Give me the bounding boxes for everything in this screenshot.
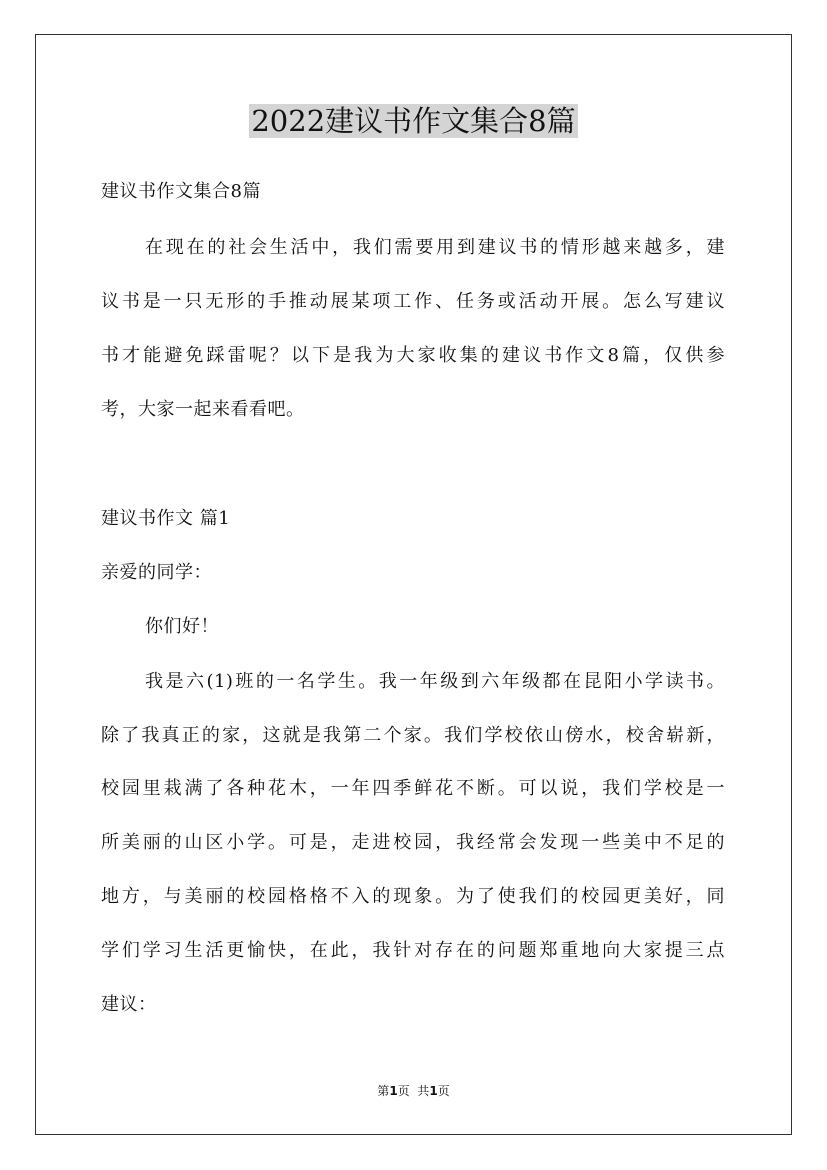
- body-line-2: 除了我真正的家，这就是我第二个家。我们学校依山傍水，校舍崭新，: [101, 725, 725, 746]
- document-title-text: 2022建议书作文集合8篇: [251, 104, 576, 138]
- body-line-5: 地方，与美丽的校园格格不入的现象。为了使我们的校园更美好，同: [101, 886, 725, 907]
- intro-line-4: 考，大家一起来看看吧。: [101, 399, 305, 420]
- footer-page-suffix: 页: [437, 1084, 450, 1098]
- footer-page-total: 1: [429, 1084, 438, 1098]
- intro-line-2: 议书是一只无形的手推动展某项工作、任务或活动开展。怎么写建议: [101, 291, 725, 312]
- salutation: 亲爱的同学：: [101, 562, 212, 583]
- section-heading: 建议书作文 篇1: [101, 508, 231, 529]
- body-line-7: 建议：: [101, 994, 157, 1015]
- page-footer: [0, 1083, 827, 1099]
- footer-page-mid: 页 共: [397, 1084, 430, 1098]
- document-title: [0, 99, 827, 143]
- intro-line-1: 在现在的社会生活中，我们需要用到建议书的情形越来越多，建: [145, 237, 725, 258]
- body-line-4: 所美丽的山区小学。可是，走进校园，我经常会发现一些美中不足的: [101, 832, 725, 853]
- footer-page-number: 1: [389, 1084, 398, 1098]
- body-line-1: 我是六(1)班的一名学生。我一年级到六年级都在昆阳小学读书。: [145, 671, 725, 692]
- greeting: 你们好！: [145, 616, 219, 637]
- intro-line-3: 书才能避免踩雷呢？以下是我为大家收集的建议书作文8篇，仅供参: [101, 345, 725, 366]
- body-line-3: 校园里栽满了各种花木，一年四季鲜花不断。可以说，我们学校是一: [101, 778, 725, 799]
- document-subtitle: 建议书作文集合8篇: [101, 181, 261, 202]
- body-line-6: 学们学习生活更愉快，在此，我针对存在的问题郑重地向大家提三点: [101, 940, 725, 961]
- footer-page-prefix: 第: [377, 1084, 390, 1098]
